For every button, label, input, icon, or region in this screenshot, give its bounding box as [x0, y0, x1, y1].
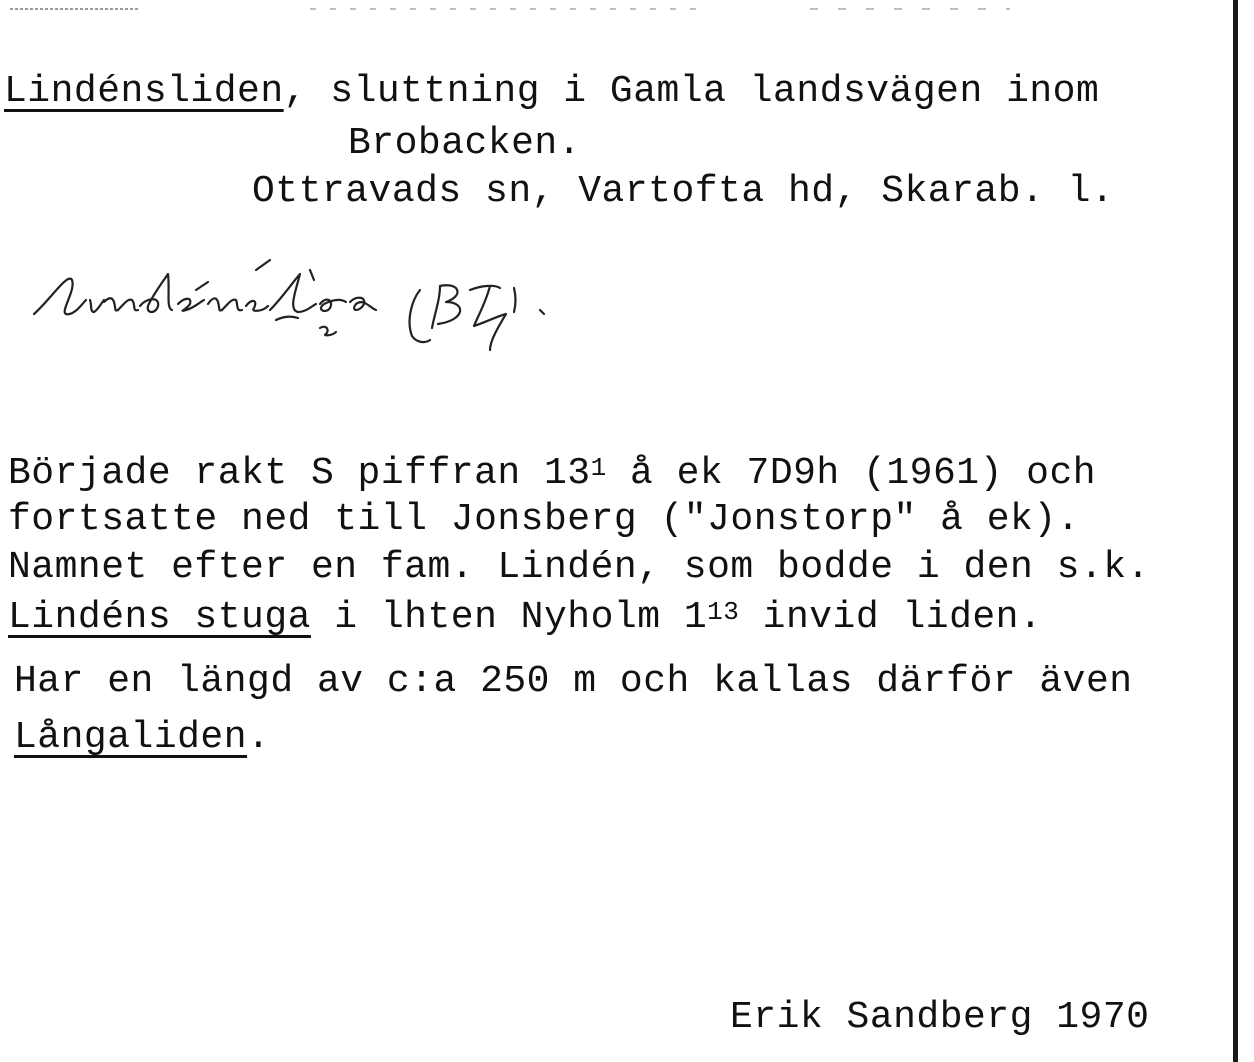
- body-line-1-superscript: 1: [590, 453, 607, 483]
- body-line-6: [14, 716, 270, 760]
- signature: Erik Sandberg 1970: [730, 996, 1150, 1039]
- header-description: , sluttning i Gamla landsvägen inom: [283, 70, 1100, 113]
- body-line-4: [8, 596, 1042, 640]
- body-line-3: Namnet efter en fam. Lindén, som bodde i den s.k.: [8, 546, 1150, 589]
- body-line-4-text: i lhten Nyholm 1: [310, 596, 708, 639]
- card-right-edge: [1233, 0, 1238, 1062]
- body-line-6-end: .: [247, 716, 271, 759]
- body-line-1: [8, 452, 1096, 496]
- header-line-1: [4, 70, 1099, 114]
- body-line-2: fortsatte ned till Jonsberg ("Jonstorp" å ek).: [8, 498, 1080, 541]
- top-edge-marks: [10, 6, 1210, 12]
- handwritten-annotation: [20, 250, 840, 390]
- body-line-4-superscript: 13: [707, 597, 740, 627]
- place-name: Lindénsliden: [4, 70, 284, 113]
- body-line-5: Har en längd av c:a 250 m och kallas därför även: [14, 660, 1133, 703]
- body-line-4-rest: invid liden.: [739, 596, 1043, 639]
- lindens-stuga: Lindéns stuga: [8, 596, 311, 639]
- langaliden: Långaliden: [14, 716, 248, 759]
- header-line-2: Brobacken.: [348, 122, 582, 165]
- header-location: Ottravads sn, Vartofta hd, Skarab. l.: [252, 170, 1115, 213]
- body-line-1-rest: å ek 7D9h (1961) och: [606, 452, 1097, 495]
- body-line-1-text: Började rakt S piffran 13: [8, 452, 591, 495]
